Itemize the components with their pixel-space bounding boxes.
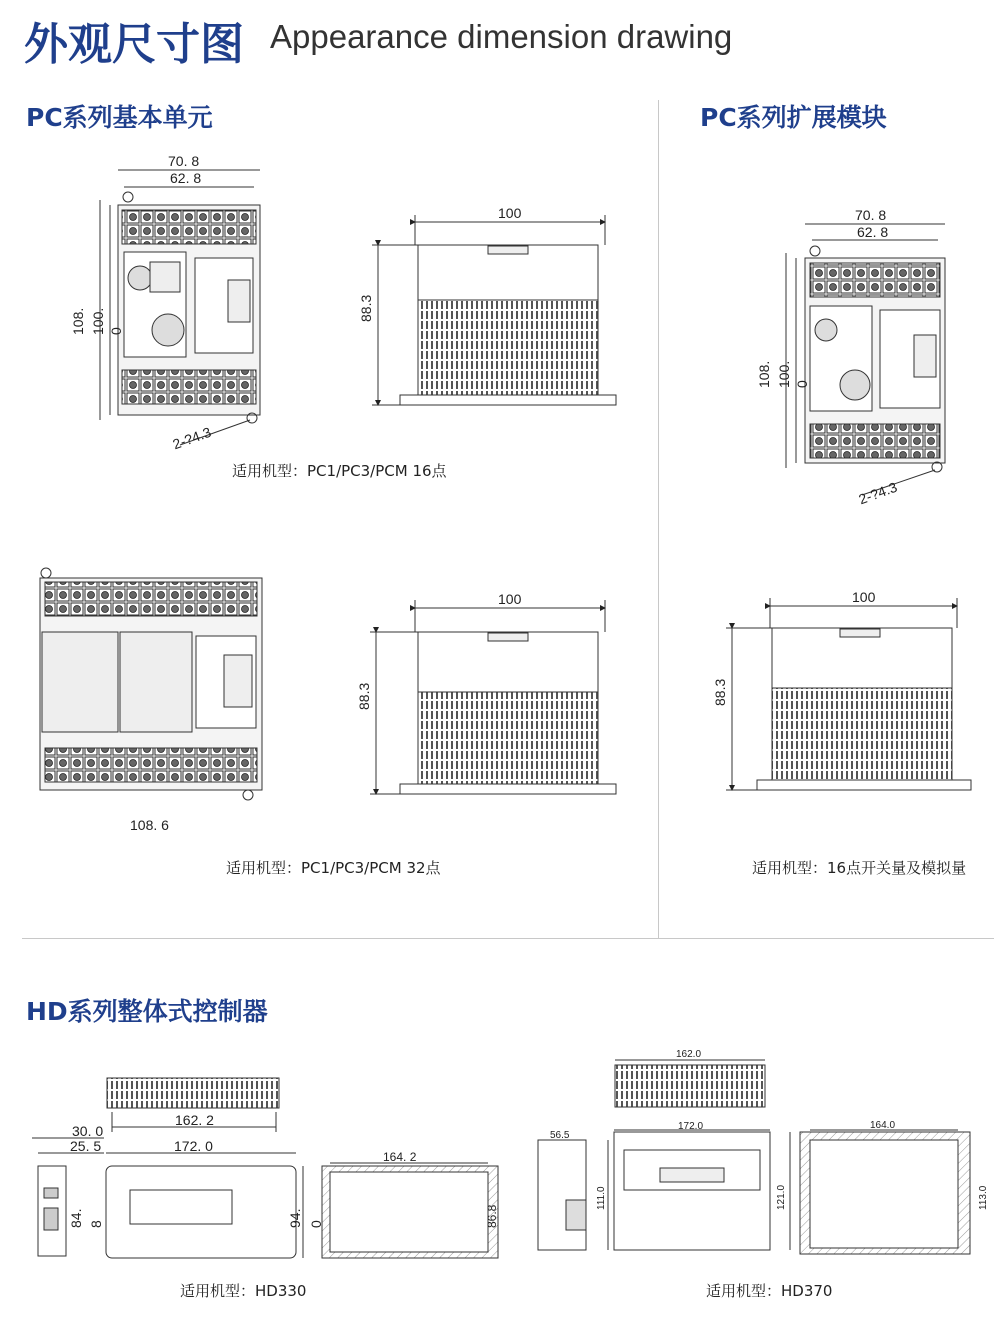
ext-dim-height-zero: 0 — [794, 380, 810, 388]
pc16-dim-side-width: 100 — [498, 205, 522, 221]
ext-dim-side-height: 88.3 — [712, 678, 728, 706]
hd370-caption: 适用机型：HD370 — [706, 1282, 833, 1300]
hd330-views — [32, 1078, 498, 1258]
pc16-dim-height-outer: 108. — [70, 307, 86, 335]
hd370-views — [538, 1060, 970, 1254]
hd330-dim-top-width: 162. 2 — [175, 1112, 214, 1128]
pc16-dim-width-inner: 62. 8 — [170, 170, 202, 186]
ext-dim-height-outer: 108. — [756, 360, 772, 388]
ext-dim-hole: 2-?4.3 — [856, 478, 900, 508]
hd330-dim-side-height: 84. — [68, 1208, 84, 1228]
hd330-dim-side-depth1: 30. 0 — [72, 1123, 104, 1139]
hd-title: HD系列整体式控制器 — [26, 997, 268, 1026]
pc32-caption: 适用机型：PC1/PC3/PCM 32点 — [226, 859, 441, 877]
page-title-en: Appearance dimension drawing — [270, 18, 733, 55]
pc32-dim-width: 108. 6 — [130, 817, 169, 833]
pc-ext-title: PC系列扩展模块 — [700, 103, 887, 132]
pc32-front-view — [40, 568, 262, 800]
hd370-dim-cut-width: 164.0 — [870, 1120, 896, 1131]
pc16-side-view — [372, 215, 616, 405]
ext-dim-side-width: 100 — [852, 589, 876, 605]
hd370-dim-side-height: 111.0 — [596, 1186, 607, 1210]
hd370-dim-cut-height: 113.0 — [978, 1185, 989, 1210]
pc16-dim-height-zero: 0 — [108, 327, 124, 335]
hd330-dim-side-height2: 8 — [88, 1220, 104, 1228]
hd370-dim-top-width: 162.0 — [676, 1049, 702, 1060]
pc16-dim-hole: 2-?4.3 — [170, 423, 214, 453]
pc32-side-view — [370, 600, 616, 794]
ext-dim-height-inner: 100. — [776, 360, 792, 388]
pc16-dim-side-height: 88.3 — [358, 294, 374, 322]
pc16-front-view — [100, 170, 260, 445]
hd370-dim-side-depth: 56.5 — [550, 1130, 570, 1141]
page-title-cn: 外观尺寸图 — [24, 19, 244, 70]
pc16-caption: 适用机型：PC1/PC3/PCM 16点 — [232, 462, 447, 480]
hd330-dim-front-height2: 0 — [308, 1220, 324, 1228]
pc32-dim-side-width: 100 — [498, 591, 522, 607]
hd370-dim-front-height: 121.0 — [776, 1184, 787, 1210]
ext-caption: 适用机型：16点开关量及模拟量 — [752, 859, 967, 877]
hd330-dim-front-height: 94. — [287, 1208, 303, 1228]
hd330-dim-front-width: 172. 0 — [174, 1138, 213, 1154]
pc-ext-side-view — [726, 598, 971, 790]
ext-dim-width-outer: 70. 8 — [855, 207, 887, 223]
hd370-dim-front-width: 172.0 — [678, 1121, 704, 1132]
pc16-dim-width-outer: 70. 8 — [168, 153, 200, 169]
pc-basic-title: PC系列基本单元 — [26, 103, 213, 132]
pc16-dim-height-inner: 100. — [90, 307, 106, 335]
pc32-dim-side-height: 88.3 — [356, 682, 372, 710]
hd330-caption: 适用机型：HD330 — [180, 1282, 307, 1300]
pc-ext-front-view — [786, 224, 945, 495]
hd330-dim-cut-width: 164. 2 — [383, 1150, 417, 1164]
hd330-dim-side-depth2: 25. 5 — [70, 1138, 102, 1154]
hd330-dim-cut-height: 86.8 — [485, 1204, 499, 1228]
ext-dim-width-inner: 62. 8 — [857, 224, 889, 240]
